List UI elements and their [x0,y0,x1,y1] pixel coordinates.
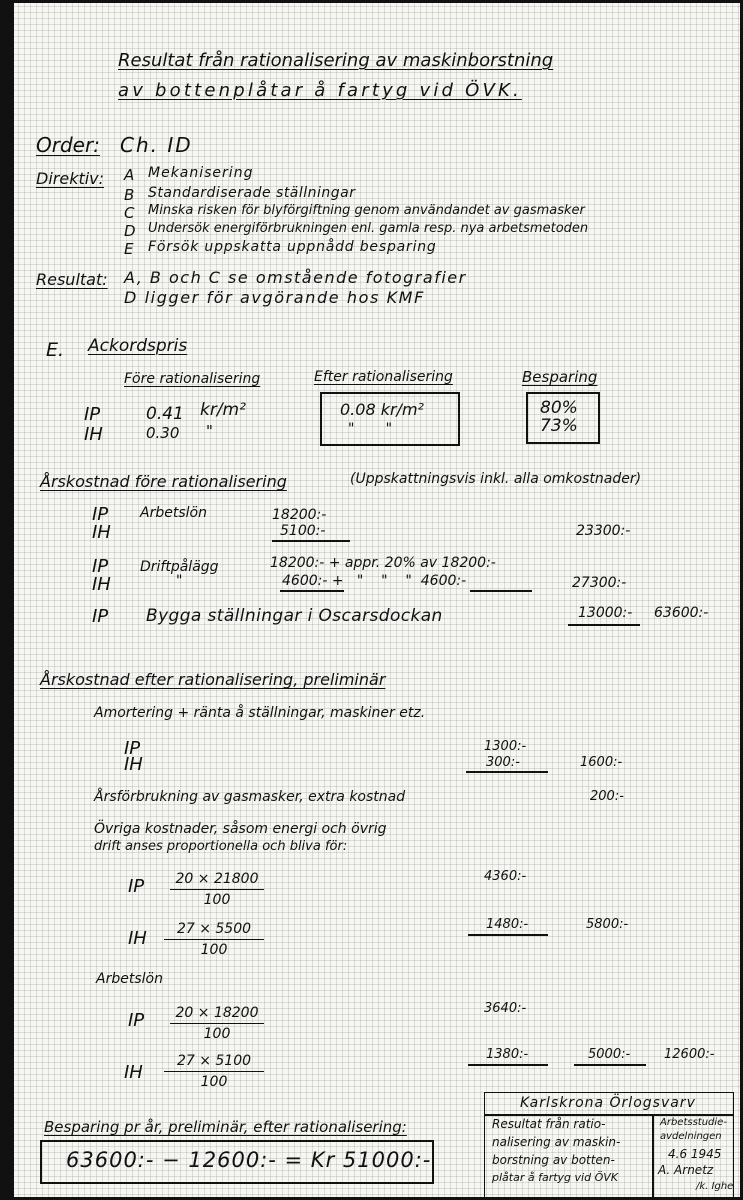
drift-line-ip: 18200:- + appr. 20% av 18200:- [270,555,496,571]
ship-ih: IH [124,1062,143,1083]
fraction-denominator: 100 [200,942,228,958]
order-label: Order: [36,133,100,157]
fore-price: 0.30 [146,424,180,442]
sum-line [574,1064,646,1066]
fore-total: 63600:- [654,605,709,621]
direktiv-letter: C [124,204,135,222]
besparing-result: 63600:- − 12600:- = Kr 51000:- [66,1148,432,1172]
arbetslon-efter-ih-value: 1380:- [486,1047,529,1062]
ackord-heading: Ackordspris [88,336,188,356]
ship-ip: IP [84,404,101,425]
efter-heading: Årskostnad efter rationalisering, preliminär [40,670,386,689]
stamp-signature: A. Arnetz [658,1163,714,1177]
direktiv-item: Standardiserade ställningar [148,185,356,201]
fore-price: 0.41 [146,404,184,424]
stamp-line: Resultat från ratio- [492,1117,606,1131]
fore-heading: Årskostnad före rationalisering [40,472,287,491]
arbetslon-ih-value: 5100:- [280,523,326,539]
besparing-ip: 80% [540,398,578,418]
direktiv-letter: A [124,166,135,184]
ovriga-ih-value: 1480:- [486,917,529,932]
arbetslon-ip-value: 18200:- [272,507,327,523]
ship-ih: IH [128,928,147,949]
resultat-line-2: D ligger för avgörande hos KMF [124,288,425,307]
driftpalagg-label: Driftpålägg [140,559,219,575]
stamp-initials: /k. Ighe [696,1181,734,1192]
ovriga-line-1: Övriga kostnader, såsom energi och övrig [94,821,387,837]
amortering-ih-value: 300:- [486,755,520,770]
stamp-dept: avdelningen [660,1131,722,1142]
fraction-numerator: 20 × 18200 [170,1006,264,1024]
direktiv-item: Försök uppskatta uppnådd besparing [148,239,437,255]
fraction-formula [164,922,264,957]
efter-total: 12600:- [664,1047,715,1062]
ship-ip: IP [92,606,109,627]
arbetslon-efter-label: Arbetslön [96,971,163,987]
ackord-letter: E. [46,339,65,361]
ship-ip: IP [124,738,141,759]
ditto-mark: " [176,573,183,589]
ship-ip: IP [128,1010,145,1031]
sum-line [272,540,350,542]
besparing-ih: 73% [540,416,578,436]
ovriga-ip-value: 4360:- [484,869,527,884]
stamp-line: nalisering av maskin- [492,1135,621,1149]
ship-ih: IH [92,522,111,543]
fraction-numerator: 20 × 21800 [170,872,264,890]
fraction-denominator: 100 [203,892,231,908]
besparing-column-header: Besparing [522,368,598,386]
fraction-numerator: 27 × 5500 [164,922,264,940]
ship-ip: IP [92,504,109,525]
resultat-line-1: A, B och C se omstående fotografier [124,268,467,287]
stamp-header: Karlskrona Örlogsvarv [520,1095,696,1111]
direktiv-letter: E [124,240,134,258]
stamp-date: 4.6 1945 [668,1147,722,1161]
ditto-mark: " [206,422,213,440]
direktiv-label: Direktiv: [36,169,105,188]
fore-column-header: Före rationalisering [124,371,261,387]
title-block-divider [652,1114,654,1200]
ship-ip: IP [92,556,109,577]
title-block-divider [484,1114,734,1116]
direktiv-item: Mekanisering [148,165,254,181]
arbetslon-efter-ip-value: 3640:- [484,1001,527,1016]
drift-line-ih: 4600:- + " " " 4600:- [282,573,467,589]
title-line-2: av bottenplåtar å fartyg vid ÖVK. [118,80,522,101]
ovriga-sum: 5800:- [586,917,629,932]
amortering-ip-value: 1300:- [484,739,527,754]
arbetslon-sum: 23300:- [576,523,631,539]
efter-price: 0.08 kr/m² [340,400,424,419]
stamp-line: borstning av botten- [492,1153,615,1167]
fore-unit: kr/m² [200,400,246,420]
ship-ih: IH [124,754,143,775]
ship-ip: IP [128,876,145,897]
bygga-value: 13000:- [578,605,633,621]
fore-note: (Uppskattningsvis inkl. alla omkostnader) [350,471,642,487]
sum-line [466,771,548,773]
sum-line [468,1064,548,1066]
sum-line [470,590,532,592]
direktiv-letter: B [124,186,135,204]
direktiv-item: Minska risken för blyförgiftning genom användandet av gasmasker [148,203,585,218]
fraction-denominator: 100 [200,1074,228,1090]
ovriga-line-2: drift anses proportionella och bliva för: [94,839,348,854]
resultat-label: Resultat: [36,270,108,289]
ship-ih: IH [84,424,103,445]
sum-line [568,624,640,626]
title-line-1: Resultat från rationalisering av maskinborstning [118,50,554,71]
efter-column-header: Efter rationalisering [314,369,453,385]
fraction-formula [170,1006,264,1041]
efter-ditto: " " [348,421,393,437]
amortering-sum: 1600:- [580,755,623,770]
fraction-denominator: 100 [203,1026,231,1042]
sum-line [280,590,344,592]
stamp-line: plåtar å fartyg vid ÖVK [492,1171,618,1184]
amortering-label: Amortering + ränta å ställningar, maskiner etz. [94,705,426,721]
direktiv-letter: D [124,222,136,240]
drift-sum: 27300:- [572,575,627,591]
sum-line [468,934,548,936]
direktiv-item: Undersök energiförbrukningen enl. gamla resp. nya arbetsmetoden [148,221,589,236]
order-value: Ch. ID [120,133,193,157]
arbetslon-efter-sum: 5000:- [588,1047,631,1062]
besparing-summary-label: Besparing pr år, preliminär, efter rationalisering: [44,1118,407,1136]
arbetslon-label: Arbetslön [140,505,207,521]
gasmasker-label: Årsförbrukning av gasmasker, extra kostnad [94,789,406,805]
fraction-formula [164,1054,264,1089]
bygga-label: Bygga ställningar i Oscarsdockan [146,606,443,626]
fraction-formula [170,872,264,907]
fraction-numerator: 27 × 5100 [164,1054,264,1072]
stamp-dept: Arbetsstudie- [660,1117,727,1128]
ship-ih: IH [92,574,111,595]
gasmasker-value: 200:- [590,789,624,804]
